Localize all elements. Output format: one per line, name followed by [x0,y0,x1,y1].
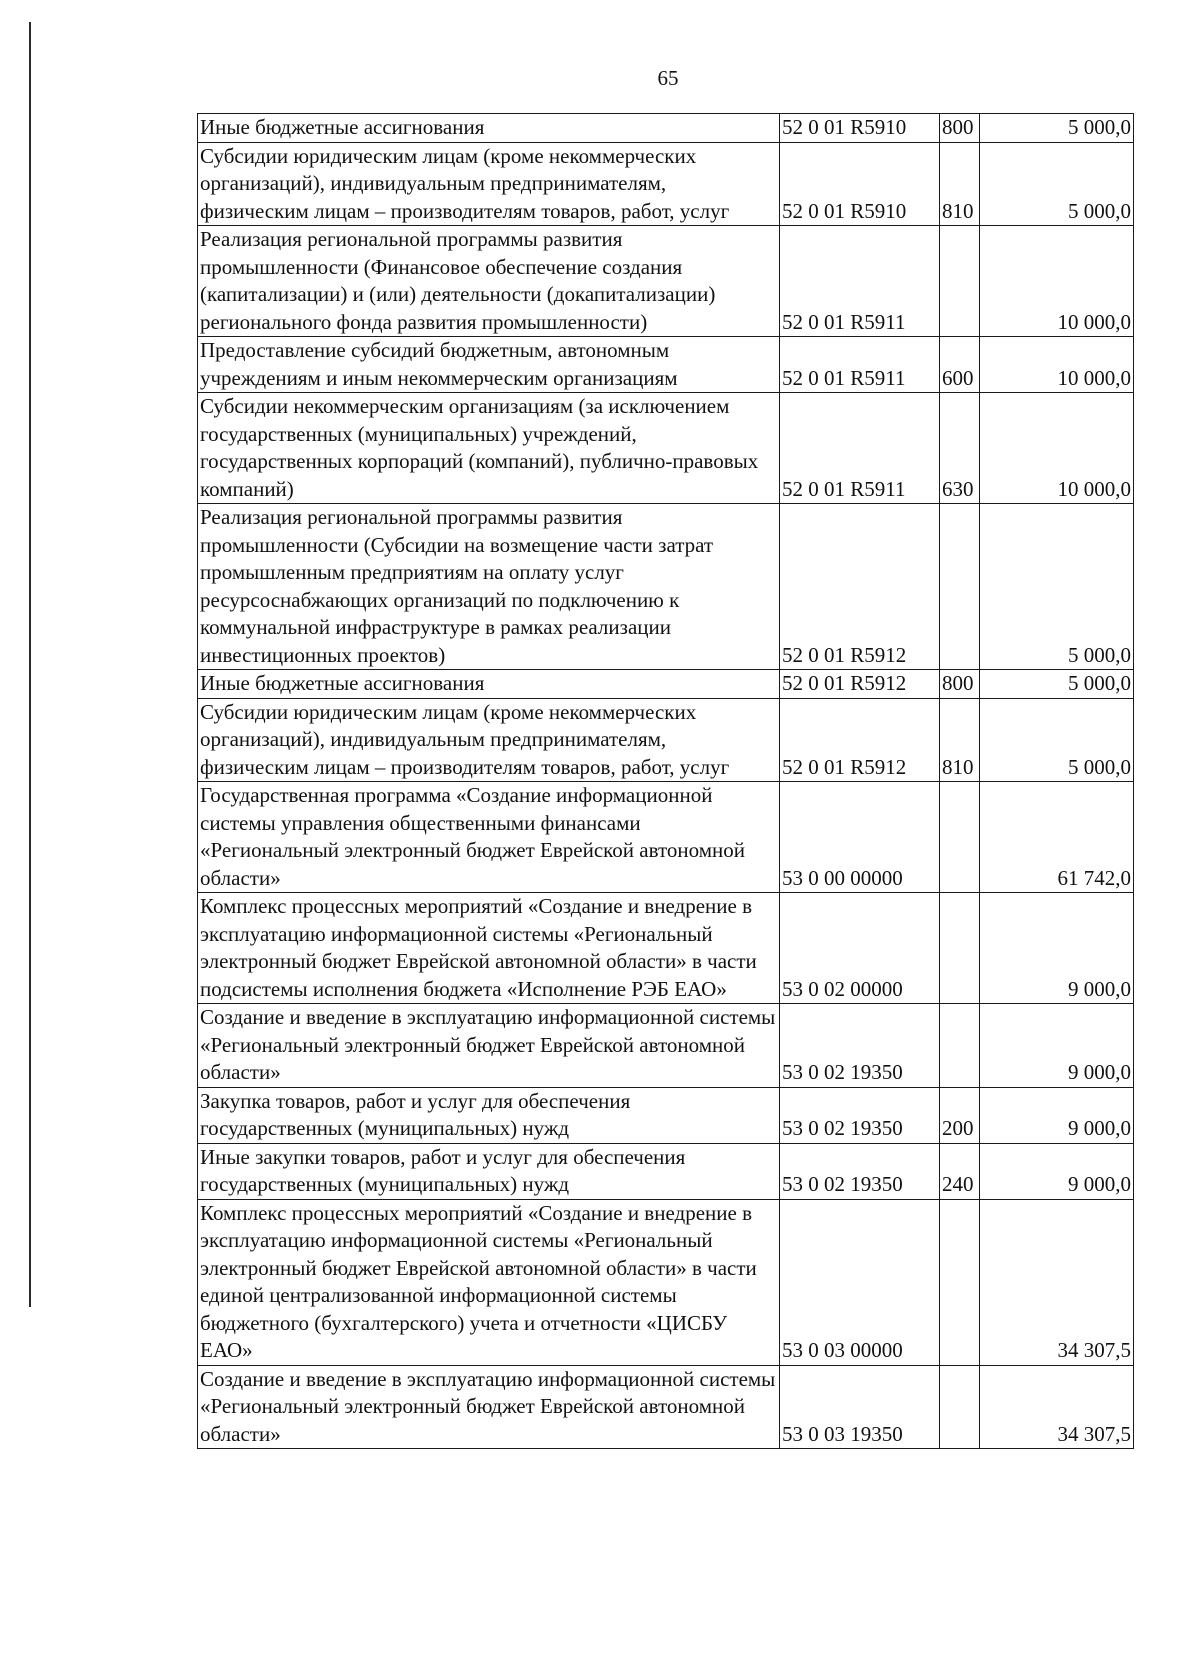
row-name: Иные бюджетные ассигнования [198,114,780,143]
table-row [198,782,1134,893]
row-name: Иные закупки товаров, работ и услуг для обеспечения государственных (муниципальных) нужд [198,1143,780,1199]
row-amount: 5 000,0 [980,142,1134,226]
row-expense-type: 240 [940,1143,980,1199]
row-target-code: 52 0 01 R5911 [780,393,940,504]
row-expense-type: 630 [940,393,980,504]
binding-margin-line [29,22,31,1307]
row-target-code: 53 0 02 19350 [780,1143,940,1199]
row-target-code: 52 0 01 R5911 [780,226,940,337]
row-target-code: 53 0 02 19350 [780,1004,940,1088]
row-target-code: 53 0 03 00000 [780,1199,940,1365]
row-name: Комплекс процессных мероприятий «Создание и внедрение в эксплуатацию информационной системы «Региональный электронный бюджет Еврейской автономной области» в части подсистемы исполнения бюджета «Исполнение РЭБ ЕАО» [198,893,780,1004]
row-name: Закупка товаров, работ и услуг для обеспечения государственных (муниципальных) нужд [198,1087,780,1143]
row-expense-type [940,782,980,893]
row-expense-type [940,893,980,1004]
row-amount: 5 000,0 [980,698,1134,782]
row-expense-type: 810 [940,698,980,782]
row-expense-type: 600 [940,337,980,393]
row-amount: 9 000,0 [980,1143,1134,1199]
row-target-code: 52 0 01 R5911 [780,337,940,393]
row-target-code: 52 0 01 R5910 [780,114,940,143]
row-expense-type: 200 [940,1087,980,1143]
table-row [198,1143,1134,1199]
row-amount: 61 742,0 [980,782,1134,893]
table-row [198,393,1134,504]
budget-table [197,113,1134,1449]
row-name: Государственная программа «Создание информационной системы управления общественными финансами «Региональный электронный бюджет Еврейской автономной области» [198,782,780,893]
table-row [198,226,1134,337]
row-target-code: 53 0 02 19350 [780,1087,940,1143]
row-name: Комплекс процессных мероприятий «Создание и внедрение в эксплуатацию информационной системы «Региональный электронный бюджет Еврейской автономной области» в части единой централизованной информационной системы бюджетного (бухгалтерского) учета и отчетности «ЦИСБУ ЕАО» [198,1199,780,1365]
table-row [198,337,1134,393]
row-expense-type [940,504,980,670]
row-name: Создание и введение в эксплуатацию информационной системы «Региональный электронный бюджет Еврейской автономной области» [198,1365,780,1449]
row-expense-type [940,1365,980,1449]
table-row [198,1365,1134,1449]
row-amount: 9 000,0 [980,1004,1134,1088]
row-expense-type [940,1199,980,1365]
row-name: Субсидии некоммерческим организациям (за исключением государственных (муниципальных) учреждений, государственных корпораций (компаний), публично-правовых компаний) [198,393,780,504]
row-target-code: 53 0 00 00000 [780,782,940,893]
row-amount: 10 000,0 [980,393,1134,504]
row-target-code: 53 0 03 19350 [780,1365,940,1449]
budget-table-body [198,114,1134,1449]
table-row [198,1199,1134,1365]
row-amount: 34 307,5 [980,1365,1134,1449]
table-row [198,893,1134,1004]
row-amount: 34 307,5 [980,1199,1134,1365]
table-row [198,1004,1134,1088]
page-number: 65 [657,66,679,90]
row-expense-type [940,226,980,337]
row-amount: 10 000,0 [980,337,1134,393]
row-target-code: 52 0 01 R5912 [780,504,940,670]
row-name: Субсидии юридическим лицам (кроме некоммерческих организаций), индивидуальным предпринимателям, физическим лицам – производителям товаров, работ, услуг [198,142,780,226]
row-expense-type: 800 [940,670,980,699]
table-row [198,1087,1134,1143]
row-name: Реализация региональной программы развития промышленности (Финансовое обеспечение создания (капитализации) и (или) деятельности (докапитализации) регионального фонда развития промышленности) [198,226,780,337]
row-amount: 5 000,0 [980,670,1134,699]
row-name: Реализация региональной программы развития промышленности (Субсидии на возмещение части затрат промышленным предприятиям на оплату услуг ресурсоснабжающих организаций по подключению к коммунальной инфраструктуре в рамках реализации инвестиционных проектов) [198,504,780,670]
row-target-code: 52 0 01 R5910 [780,142,940,226]
row-target-code: 53 0 02 00000 [780,893,940,1004]
table-row [198,142,1134,226]
row-expense-type [940,1004,980,1088]
row-expense-type: 810 [940,142,980,226]
row-amount: 10 000,0 [980,226,1134,337]
row-amount: 5 000,0 [980,114,1134,143]
row-name: Создание и введение в эксплуатацию информационной системы «Региональный электронный бюджет Еврейской автономной области» [198,1004,780,1088]
row-expense-type: 800 [940,114,980,143]
row-amount: 5 000,0 [980,504,1134,670]
table-row [198,114,1134,143]
row-target-code: 52 0 01 R5912 [780,698,940,782]
table-row [198,698,1134,782]
table-row [198,504,1134,670]
row-amount: 9 000,0 [980,1087,1134,1143]
row-name: Иные бюджетные ассигнования [198,670,780,699]
table-row [198,670,1134,699]
row-name: Субсидии юридическим лицам (кроме некоммерческих организаций), индивидуальным предпринимателям, физическим лицам – производителям товаров, работ, услуг [198,698,780,782]
row-target-code: 52 0 01 R5912 [780,670,940,699]
row-amount: 9 000,0 [980,893,1134,1004]
row-name: Предоставление субсидий бюджетным, автономным учреждениям и иным некоммерческим организациям [198,337,780,393]
